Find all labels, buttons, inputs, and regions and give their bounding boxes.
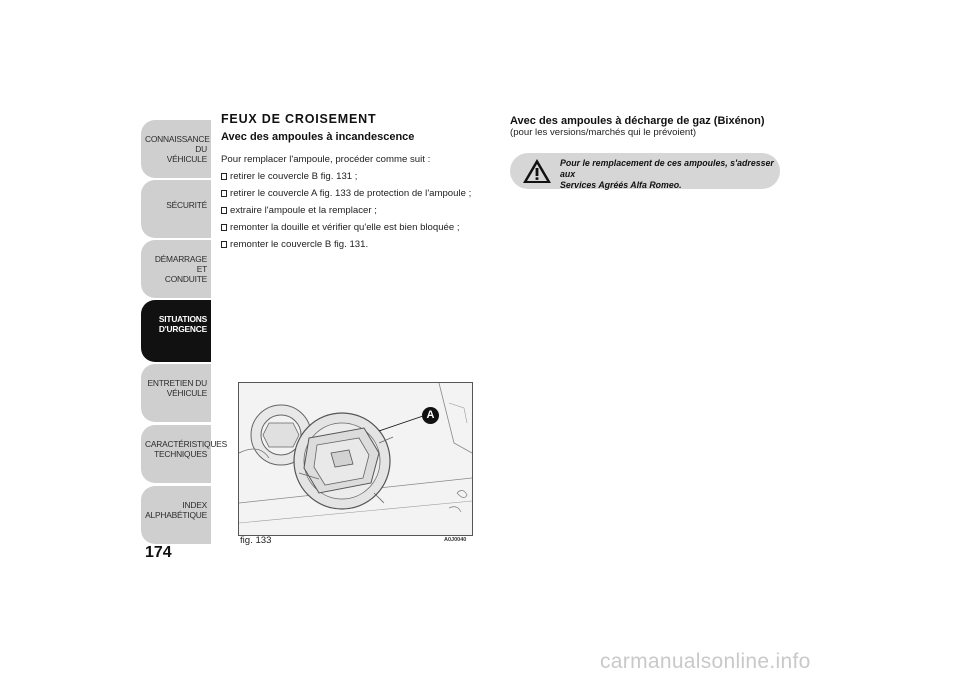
tab-index-alphabetique[interactable] [141, 486, 211, 544]
checkbox-bullet-icon [221, 173, 227, 180]
section-subtitle: Avec des ampoules à incandescence [221, 131, 415, 143]
tab-label: ENTRETIEN DU [147, 378, 207, 388]
intro-text: Pour remplacer l'ampoule, procéder comme suit : [221, 154, 431, 165]
list-item: remonter la douille et vérifier qu'elle est bien bloquée ; [221, 219, 491, 236]
tab-label: CARACTÉRISTIQUES [145, 439, 227, 449]
watermark: carmanualsonline.info [600, 650, 811, 673]
tab-demarrage-et-conduite[interactable] [141, 240, 211, 298]
warning-triangle-icon [522, 158, 552, 184]
headlamp-illustration [238, 382, 473, 536]
list-item: extraire l'ampoule et la remplacer ; [221, 202, 491, 219]
tab-label: SÉCURITÉ [166, 200, 207, 210]
checkbox-bullet-icon [221, 224, 227, 231]
right-section-title: Avec des ampoules à décharge de gaz (Bixénon) [510, 115, 765, 127]
tab-label: SITUATIONS [158, 314, 207, 324]
checkbox-bullet-icon [221, 190, 227, 197]
tab-connaissance-du-vehicule[interactable] [141, 120, 211, 178]
tab-situations-durgence[interactable] [141, 300, 211, 362]
tab-entretien-du-vehicule[interactable] [141, 364, 211, 422]
tab-securite[interactable] [141, 180, 211, 238]
tab-label: DÉMARRAGE ET [154, 254, 207, 274]
section-title: FEUX DE CROISEMENT [221, 112, 377, 126]
tab-label: D'URGENCE [158, 324, 207, 334]
checkbox-bullet-icon [221, 207, 227, 214]
tab-label: VÉHICULE [166, 154, 207, 164]
warning-text: Pour le remplacement de ces ampoules, s'adresser aux Services Agréés Alfa Romeo. [560, 158, 774, 190]
figure-caption: fig. 133 [240, 535, 272, 546]
tab-label: CONNAISSANCE DU [145, 134, 210, 154]
tab-label: CONDUITE [164, 274, 207, 284]
warning-box [510, 153, 780, 189]
page-number: 174 [145, 544, 172, 561]
list-item: remonter le couvercle B fig. 131. [221, 236, 491, 253]
list-item: retirer le couvercle A fig. 133 de protection de l'ampoule ; [221, 185, 491, 202]
tab-label: TECHNIQUES [154, 449, 207, 459]
list-item: retirer le couvercle B fig. 131 ; [221, 168, 491, 185]
right-section-note: (pour les versions/marchés qui le prévoient) [510, 127, 697, 138]
callout-label-a: A [422, 407, 439, 424]
instructions [221, 151, 491, 253]
bulb-cover-drawing [239, 383, 472, 535]
checkbox-bullet-icon [221, 241, 227, 248]
tab-label: INDEX [182, 500, 207, 510]
tab-caracteristiques-techniques[interactable] [141, 425, 227, 483]
tab-label: VÉHICULE [166, 388, 207, 398]
figure-code: A0J0040 [444, 537, 467, 543]
tab-label: ALPHABÉTIQUE [145, 510, 207, 520]
